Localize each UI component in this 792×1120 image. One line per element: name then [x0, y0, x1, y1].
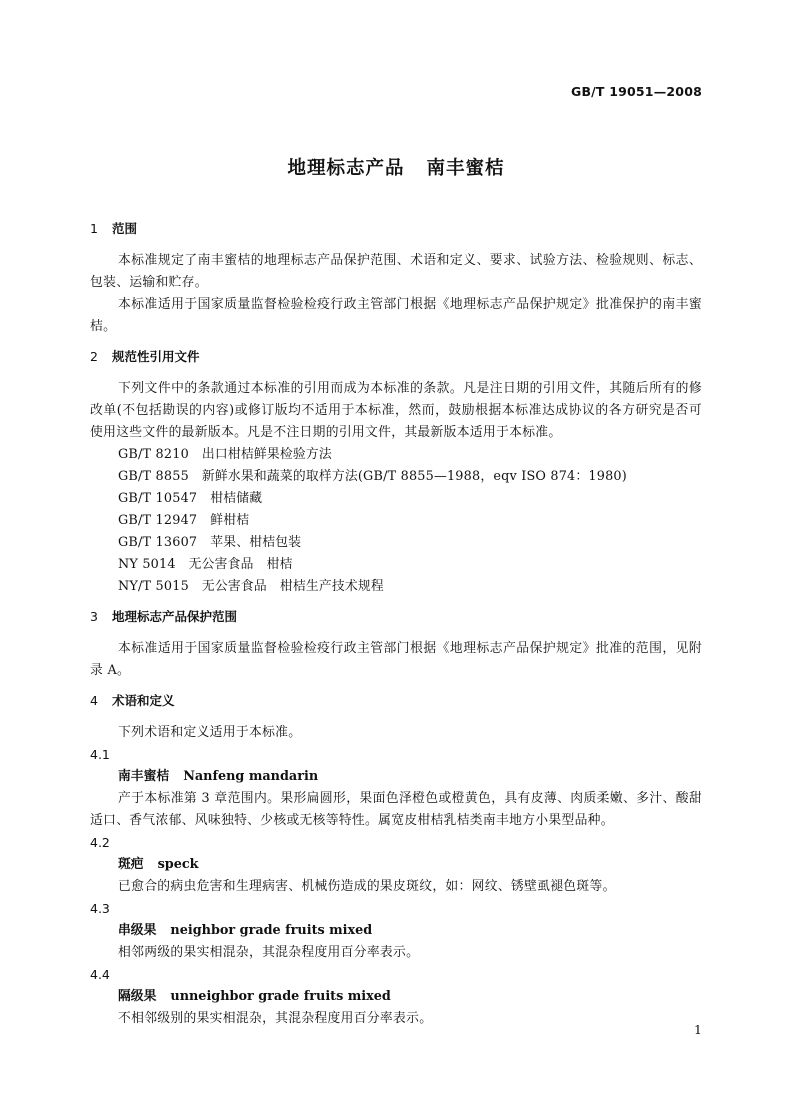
document-title	[0, 154, 792, 180]
document-body	[90, 218, 702, 1030]
section-1-paragraph-2: 本标准适用于国家质量监督检验检疫行政主管部门根据《地理标志产品保护规定》批准保护的南丰蜜桔。	[90, 297, 702, 334]
term-number: 4.1	[90, 747, 110, 762]
term-name-zh: 南丰蜜桔	[118, 769, 170, 784]
term-name-en: neighbor grade fruits mixed	[170, 923, 373, 938]
section-1-paragraph-1: 本标准规定了南丰蜜桔的地理标志产品保护范围、术语和定义、要求、试验方法、检验规则、标志、包装、运输和贮存。	[90, 253, 702, 290]
title-part-2: 南丰蜜桔	[426, 158, 505, 179]
term-name-zh: 斑疤	[118, 857, 144, 872]
reference-item: GB/T 10547 柑桔储藏	[118, 491, 263, 506]
term-name	[90, 920, 702, 942]
standard-code: GB/T 19051—2008	[570, 84, 702, 99]
section-title: 规范性引用文件	[112, 349, 200, 364]
section-title: 地理标志产品保护范围	[112, 609, 238, 624]
term-definition: 产于本标准第 3 章范围内。果形扁圆形，果面色泽橙色或橙黄色，具有皮薄、肉质柔嫩、多汁、酸甜适口、香气浓郁、风味独特、少核或无核等特性。属宽皮柑桔乳桔类南丰地方小果型品种。	[90, 791, 702, 828]
section-4-paragraph-1: 下列术语和定义适用于本标准。	[118, 725, 302, 740]
term-definition: 相邻两级的果实相混杂，其混杂程度用百分率表示。	[118, 945, 420, 960]
section-2-heading	[90, 346, 702, 368]
term-name-zh: 隔级果	[118, 989, 157, 1004]
term-name-zh: 串级果	[118, 923, 157, 938]
section-number: 2	[90, 349, 98, 364]
section-number: 3	[90, 609, 98, 624]
reference-item: NY 5014 无公害食品 柑桔	[118, 557, 293, 572]
section-3-heading	[90, 606, 702, 628]
reference-item: GB/T 12947 鲜柑桔	[118, 513, 250, 528]
section-number: 1	[90, 221, 98, 236]
section-3-paragraph-1: 本标准适用于国家质量监督检验检疫行政主管部门根据《地理标志产品保护规定》批准的范围，见附录 A。	[90, 641, 702, 678]
term-name-en: unneighbor grade fruits mixed	[170, 989, 391, 1004]
term-definition: 不相邻级别的果实相混杂，其混杂程度用百分率表示。	[118, 1011, 433, 1026]
term-number: 4.3	[90, 901, 110, 916]
term-name	[90, 854, 702, 876]
section-number: 4	[90, 693, 98, 708]
section-2-paragraph-1: 下列文件中的条款通过本标准的引用而成为本标准的条款。凡是注日期的引用文件，其随后所有的修改单(不包括勘误的内容)或修订版均不适用于本标准，然而，鼓励根据本标准达成协议的各方研究是否可使用这些文件的最新版本。凡是不注日期的引用文件，其最新版本适用于本标准。	[90, 381, 702, 440]
reference-item: GB/T 8210 出口柑桔鲜果检验方法	[118, 447, 332, 462]
term-name	[90, 986, 702, 1008]
page-number: 1	[694, 1022, 702, 1037]
reference-item: GB/T 13607 苹果、柑桔包装	[118, 535, 302, 550]
term-name	[90, 766, 702, 788]
section-4-heading	[90, 690, 702, 712]
reference-item: GB/T 8855 新鲜水果和蔬菜的取样方法(GB/T 8855—1988，eqv ISO 874：1980)	[118, 469, 627, 484]
term-definition: 已愈合的病虫危害和生理病害、机械伤造成的果皮斑纹，如：网纹、锈壁虱褪色斑等。	[118, 879, 616, 894]
section-title: 术语和定义	[112, 693, 175, 708]
term-number: 4.2	[90, 835, 110, 850]
term-name-en: Nanfeng mandarin	[183, 769, 319, 784]
term-number: 4.4	[90, 967, 110, 982]
section-1-heading	[90, 218, 702, 240]
term-name-en: speck	[157, 857, 199, 872]
reference-item: NY/T 5015 无公害食品 柑桔生产技术规程	[118, 579, 384, 594]
section-title: 范围	[112, 221, 138, 236]
title-part-1: 地理标志产品	[287, 158, 405, 179]
